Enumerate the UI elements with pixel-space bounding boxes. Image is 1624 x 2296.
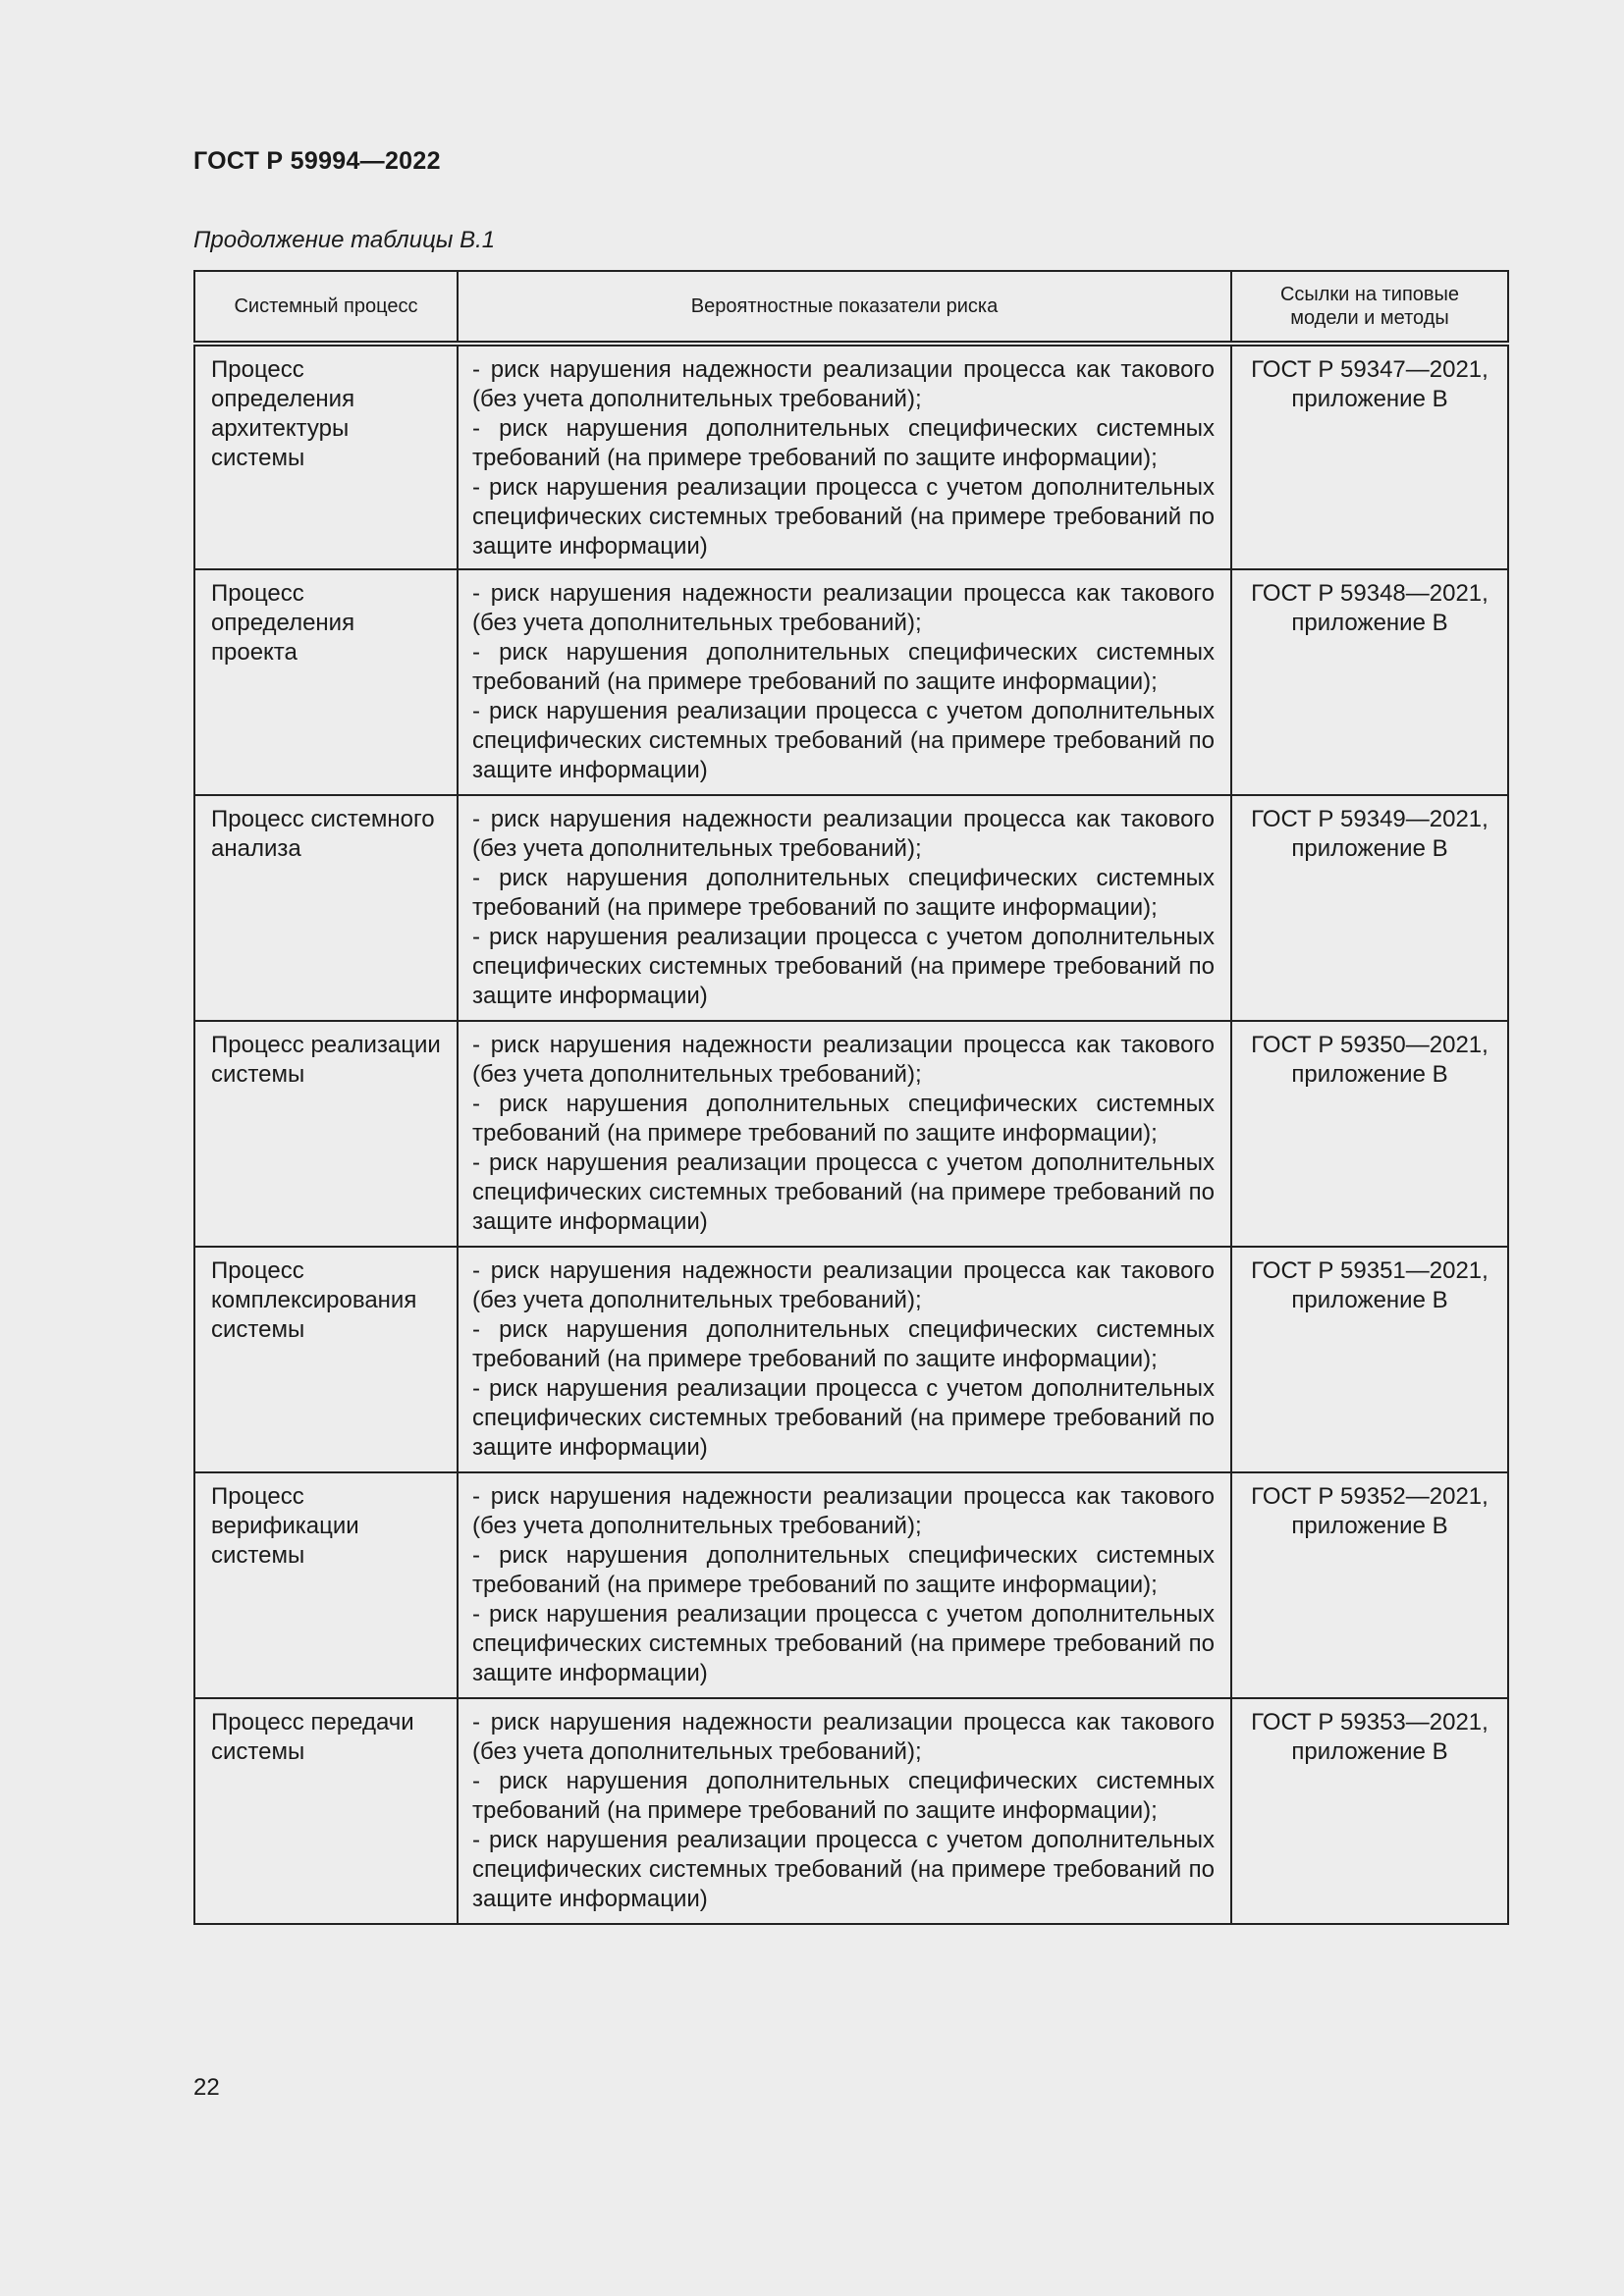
risk-indicators-cell <box>458 1472 1231 1698</box>
risk-item: - риск нарушения реализации процесса с учетом дополнительных специфических системных требований (на примере требований по защите информации) <box>472 1149 1215 1235</box>
column-header-risk: Вероятностные показатели риска <box>458 271 1231 344</box>
process-name-cell: Процесс определения проекта <box>194 569 458 795</box>
process-name-cell: Процесс системного анализа <box>194 795 458 1021</box>
reference-cell: ГОСТ Р 59352—2021, приложение В <box>1231 1472 1508 1698</box>
reference-cell: ГОСТ Р 59351—2021, приложение В <box>1231 1247 1508 1472</box>
risk-item: - риск нарушения дополнительных специфических системных требований (на примере требований по защите информации); <box>472 865 1215 921</box>
risk-item: - риск нарушения надежности реализации процесса как такового (без учета дополнительных требований); <box>472 356 1215 412</box>
column-header-references: Ссылки на типовые модели и методы <box>1231 271 1508 344</box>
reference-cell: ГОСТ Р 59353—2021, приложение В <box>1231 1698 1508 1924</box>
risk-item: - риск нарушения надежности реализации процесса как такового (без учета дополнительных требований); <box>472 1257 1215 1313</box>
table-row <box>194 1247 1508 1472</box>
risk-item: - риск нарушения дополнительных специфических системных требований (на примере требований по защите информации); <box>472 1316 1215 1372</box>
risk-item: - риск нарушения надежности реализации процесса как такового (без учета дополнительных требований); <box>472 1483 1215 1539</box>
table-row <box>194 795 1508 1021</box>
reference-cell: ГОСТ Р 59349—2021, приложение В <box>1231 795 1508 1021</box>
risk-item: - риск нарушения надежности реализации процесса как такового (без учета дополнительных требований); <box>472 1032 1215 1088</box>
risk-indicators-cell <box>458 795 1231 1021</box>
risk-item: - риск нарушения реализации процесса с учетом дополнительных специфических системных требований (на примере требований по защите информации) <box>472 474 1215 560</box>
table-header-row <box>194 271 1508 344</box>
risk-item: - риск нарушения дополнительных специфических системных требований (на примере требований по защите информации); <box>472 1768 1215 1824</box>
risk-indicators-cell <box>458 1021 1231 1247</box>
risk-indicators-cell <box>458 1247 1231 1472</box>
risk-item: - риск нарушения реализации процесса с учетом дополнительных специфических системных требований (на примере требований по защите информации) <box>472 1375 1215 1461</box>
risk-item: - риск нарушения дополнительных специфических системных требований (на примере требований по защите информации); <box>472 639 1215 695</box>
table-caption: Продолжение таблицы В.1 <box>193 227 496 253</box>
page-number: 22 <box>193 2074 220 2101</box>
table-row <box>194 344 1508 569</box>
process-name-cell: Процесс передачи системы <box>194 1698 458 1924</box>
risk-item: - риск нарушения реализации процесса с учетом дополнительных специфических системных требований (на примере требований по защите информации) <box>472 698 1215 783</box>
process-name-cell: Процесс реализации системы <box>194 1021 458 1247</box>
risk-item: - риск нарушения надежности реализации процесса как такового (без учета дополнительных требований); <box>472 1709 1215 1765</box>
column-header-process: Системный процесс <box>194 271 458 344</box>
process-name-cell: Процесс определения архитектуры системы <box>194 344 458 569</box>
table-row <box>194 569 1508 795</box>
risk-item: - риск нарушения надежности реализации процесса как такового (без учета дополнительных требований); <box>472 580 1215 636</box>
risk-item: - риск нарушения реализации процесса с учетом дополнительных специфических системных требований (на примере требований по защите информации) <box>472 1827 1215 1912</box>
risk-item: - риск нарушения дополнительных специфических системных требований (на примере требований по защите информации); <box>472 1091 1215 1147</box>
reference-cell: ГОСТ Р 59348—2021, приложение В <box>1231 569 1508 795</box>
risk-indicators-cell <box>458 1698 1231 1924</box>
process-name-cell: Процесс верификации системы <box>194 1472 458 1698</box>
risk-item: - риск нарушения надежности реализации процесса как такового (без учета дополнительных требований); <box>472 806 1215 862</box>
reference-cell: ГОСТ Р 59347—2021, приложение В <box>1231 344 1508 569</box>
process-name-cell: Процесс комплексирования системы <box>194 1247 458 1472</box>
risk-item: - риск нарушения дополнительных специфических системных требований (на примере требований по защите информации); <box>472 1542 1215 1598</box>
risk-item: - риск нарушения реализации процесса с учетом дополнительных специфических системных требований (на примере требований по защите информации) <box>472 1601 1215 1686</box>
reference-cell: ГОСТ Р 59350—2021, приложение В <box>1231 1021 1508 1247</box>
risk-item: - риск нарушения реализации процесса с учетом дополнительных специфических системных требований (на примере требований по защите информации) <box>472 924 1215 1009</box>
risk-item: - риск нарушения дополнительных специфических системных требований (на примере требований по защите информации); <box>472 415 1215 471</box>
risk-indicators-table <box>193 270 1509 1925</box>
risk-indicators-cell <box>458 344 1231 569</box>
table-row <box>194 1698 1508 1924</box>
table-row <box>194 1472 1508 1698</box>
table-row <box>194 1021 1508 1247</box>
document-header: ГОСТ Р 59994—2022 <box>193 147 441 175</box>
risk-indicators-cell <box>458 569 1231 795</box>
